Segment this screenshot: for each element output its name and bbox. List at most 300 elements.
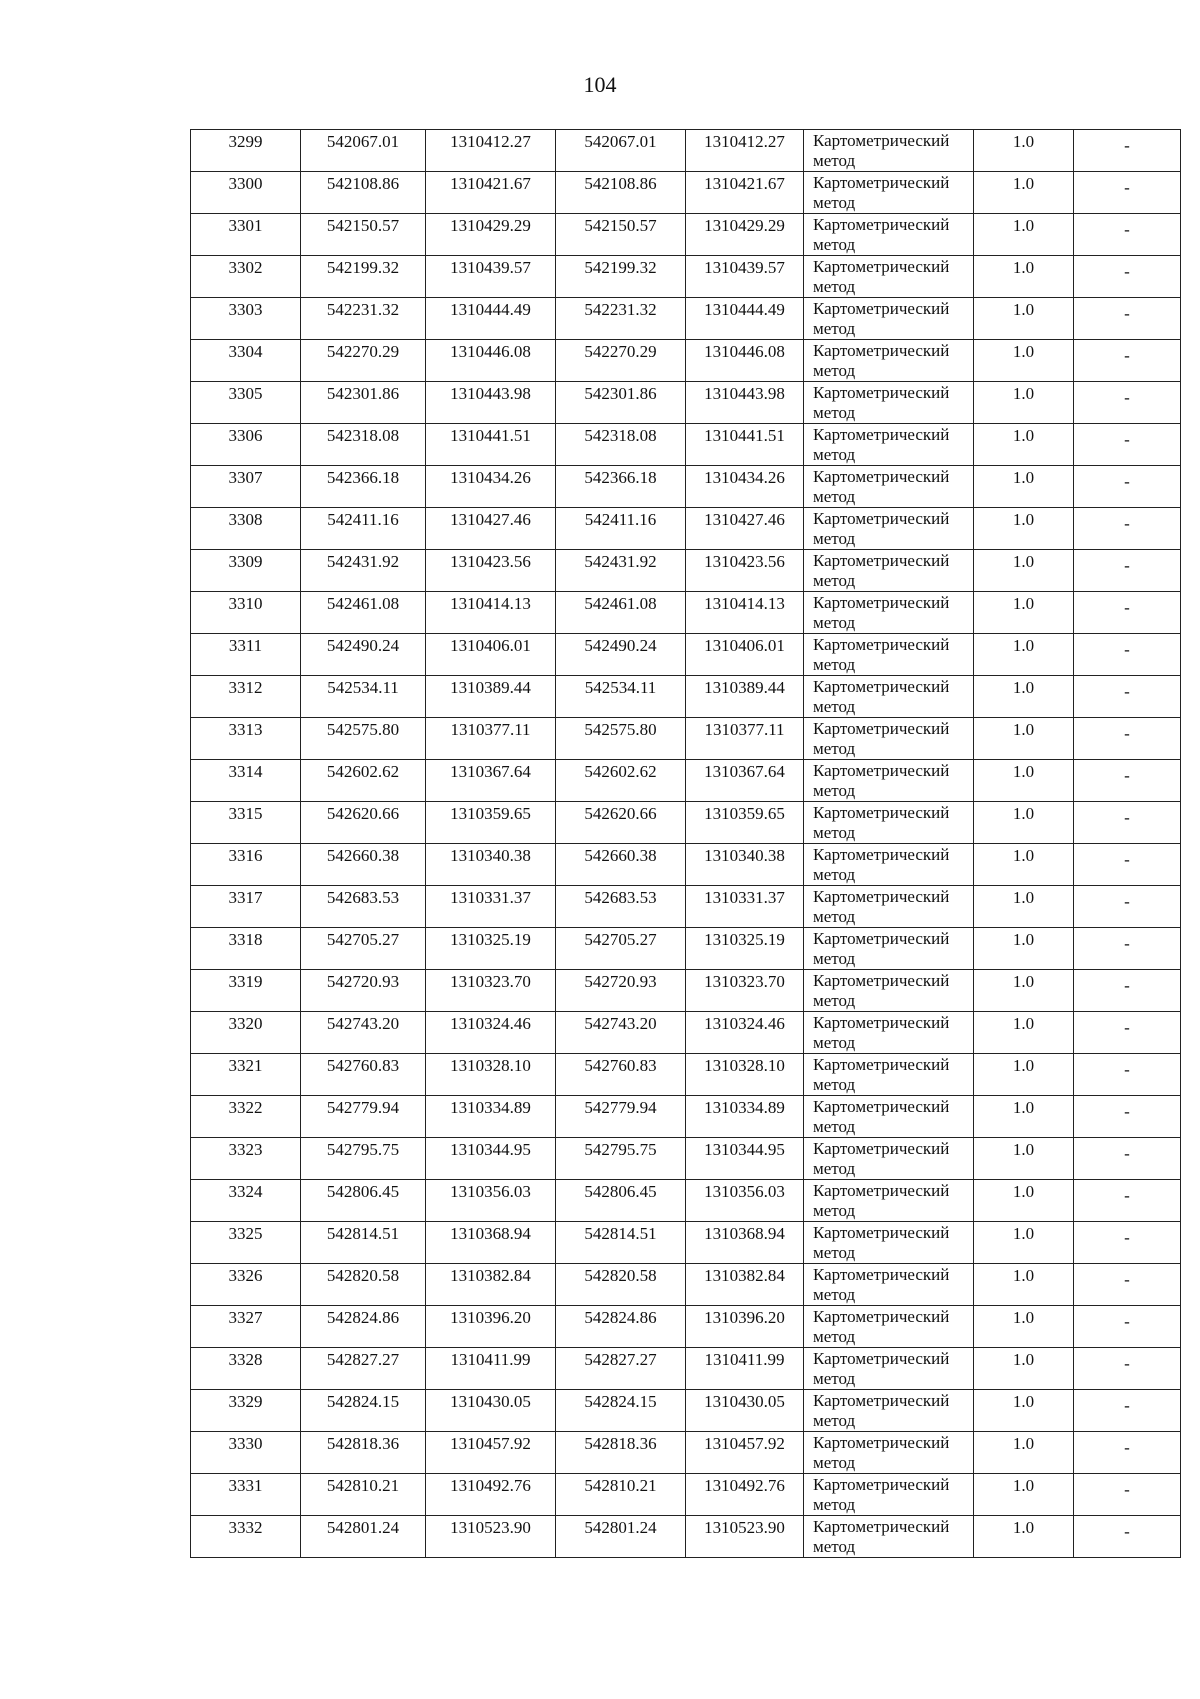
x-coordinate-2-cell bbox=[556, 970, 686, 1012]
y-coordinate-2-cell bbox=[686, 550, 804, 592]
note: - bbox=[1124, 1060, 1130, 1079]
y-coordinate-2: 1310323.70 bbox=[704, 972, 785, 991]
y-coordinate-cell bbox=[426, 928, 556, 970]
accuracy-cell bbox=[974, 1096, 1074, 1138]
accuracy-cell bbox=[974, 1516, 1074, 1558]
y-coordinate-2: 1310328.10 bbox=[704, 1056, 785, 1075]
table-row bbox=[191, 760, 1181, 802]
table-row bbox=[191, 1432, 1181, 1474]
x-coordinate-2-cell bbox=[556, 592, 686, 634]
y-coordinate-2-cell bbox=[686, 718, 804, 760]
y-coordinate-cell bbox=[426, 1180, 556, 1222]
point-number-cell bbox=[191, 1180, 301, 1222]
point-number-cell bbox=[191, 676, 301, 718]
note: - bbox=[1124, 178, 1130, 197]
note-cell bbox=[1074, 1096, 1181, 1138]
accuracy: 1.0 bbox=[1012, 1224, 1035, 1243]
accuracy: 1.0 bbox=[1012, 1518, 1035, 1537]
y-coordinate-cell bbox=[426, 508, 556, 550]
y-coordinate-2: 1310324.46 bbox=[704, 1014, 785, 1033]
y-coordinate-2-cell bbox=[686, 928, 804, 970]
note: - bbox=[1124, 220, 1130, 239]
y-coordinate-2: 1310430.05 bbox=[704, 1392, 785, 1411]
point-number: 3315 bbox=[228, 804, 263, 823]
table-row bbox=[191, 214, 1181, 256]
determination-method-cell bbox=[804, 1012, 974, 1054]
y-coordinate: 1310430.05 bbox=[450, 1392, 531, 1411]
x-coordinate-cell bbox=[301, 508, 426, 550]
point-number: 3319 bbox=[228, 972, 263, 991]
y-coordinate-2: 1310344.95 bbox=[704, 1140, 785, 1159]
determination-method-cell bbox=[804, 466, 974, 508]
determination-method: Картометрический метод bbox=[813, 341, 950, 380]
x-coordinate-cell bbox=[301, 1474, 426, 1516]
x-coordinate-2-cell bbox=[556, 1474, 686, 1516]
accuracy-cell bbox=[974, 592, 1074, 634]
point-number: 3317 bbox=[228, 888, 263, 907]
accuracy-cell bbox=[974, 1348, 1074, 1390]
accuracy-cell bbox=[974, 886, 1074, 928]
y-coordinate-cell bbox=[426, 970, 556, 1012]
table-row bbox=[191, 592, 1181, 634]
accuracy: 1.0 bbox=[1012, 1014, 1035, 1033]
y-coordinate: 1310334.89 bbox=[450, 1098, 531, 1117]
note: - bbox=[1124, 262, 1130, 281]
y-coordinate-cell bbox=[426, 1474, 556, 1516]
determination-method: Картометрический метод bbox=[813, 971, 950, 1010]
determination-method-cell bbox=[804, 424, 974, 466]
accuracy: 1.0 bbox=[1012, 1392, 1035, 1411]
y-coordinate-cell bbox=[426, 424, 556, 466]
x-coordinate-2-cell bbox=[556, 1012, 686, 1054]
accuracy: 1.0 bbox=[1012, 426, 1035, 445]
table-row bbox=[191, 970, 1181, 1012]
point-number-cell bbox=[191, 214, 301, 256]
y-coordinate-2: 1310389.44 bbox=[704, 678, 785, 697]
y-coordinate-2: 1310443.98 bbox=[704, 384, 785, 403]
x-coordinate: 542270.29 bbox=[326, 342, 400, 361]
accuracy-cell bbox=[974, 466, 1074, 508]
table-row bbox=[191, 1474, 1181, 1516]
note: - bbox=[1124, 808, 1130, 827]
determination-method-cell bbox=[804, 130, 974, 172]
table-row bbox=[191, 1180, 1181, 1222]
point-number: 3322 bbox=[228, 1098, 263, 1117]
x-coordinate: 542231.32 bbox=[326, 300, 400, 319]
x-coordinate-cell bbox=[301, 1432, 426, 1474]
point-number: 3320 bbox=[228, 1014, 263, 1033]
y-coordinate-cell bbox=[426, 1096, 556, 1138]
y-coordinate-2: 1310396.20 bbox=[704, 1308, 785, 1327]
determination-method-cell bbox=[804, 1432, 974, 1474]
x-coordinate-2: 542814.51 bbox=[584, 1224, 657, 1243]
note-cell bbox=[1074, 760, 1181, 802]
y-coordinate-2-cell bbox=[686, 1306, 804, 1348]
determination-method-cell bbox=[804, 928, 974, 970]
x-coordinate-2-cell bbox=[556, 844, 686, 886]
y-coordinate-2-cell bbox=[686, 886, 804, 928]
x-coordinate-cell bbox=[301, 718, 426, 760]
y-coordinate-2-cell bbox=[686, 1096, 804, 1138]
table-row bbox=[191, 1348, 1181, 1390]
y-coordinate: 1310457.92 bbox=[450, 1434, 531, 1453]
y-coordinate-2-cell bbox=[686, 424, 804, 466]
determination-method: Картометрический метод bbox=[813, 173, 950, 212]
note: - bbox=[1124, 1270, 1130, 1289]
point-number-cell bbox=[191, 256, 301, 298]
y-coordinate: 1310434.26 bbox=[450, 468, 531, 487]
note-cell bbox=[1074, 1054, 1181, 1096]
note-cell bbox=[1074, 634, 1181, 676]
x-coordinate-cell bbox=[301, 340, 426, 382]
note-cell bbox=[1074, 172, 1181, 214]
point-number: 3302 bbox=[228, 258, 263, 277]
x-coordinate-2: 542743.20 bbox=[584, 1014, 657, 1033]
y-coordinate-cell bbox=[426, 550, 556, 592]
table-row bbox=[191, 550, 1181, 592]
point-number: 3318 bbox=[228, 930, 263, 949]
y-coordinate: 1310356.03 bbox=[450, 1182, 531, 1201]
x-coordinate-cell bbox=[301, 1516, 426, 1558]
point-number-cell bbox=[191, 1432, 301, 1474]
accuracy-cell bbox=[974, 1012, 1074, 1054]
y-coordinate-cell bbox=[426, 298, 556, 340]
x-coordinate: 542760.83 bbox=[326, 1056, 400, 1075]
accuracy: 1.0 bbox=[1012, 1056, 1035, 1075]
x-coordinate-cell bbox=[301, 1012, 426, 1054]
note-cell bbox=[1074, 844, 1181, 886]
table-row bbox=[191, 802, 1181, 844]
determination-method-cell bbox=[804, 718, 974, 760]
determination-method-cell bbox=[804, 1054, 974, 1096]
note-cell bbox=[1074, 592, 1181, 634]
x-coordinate-2: 542620.66 bbox=[584, 804, 657, 823]
accuracy-cell bbox=[974, 1222, 1074, 1264]
y-coordinate-2: 1310412.27 bbox=[704, 132, 785, 151]
determination-method: Картометрический метод bbox=[813, 677, 950, 716]
note-cell bbox=[1074, 928, 1181, 970]
note: - bbox=[1124, 346, 1130, 365]
note: - bbox=[1124, 556, 1130, 575]
y-coordinate: 1310429.29 bbox=[450, 216, 531, 235]
accuracy: 1.0 bbox=[1012, 720, 1035, 739]
x-coordinate: 542801.24 bbox=[326, 1518, 400, 1537]
point-number-cell bbox=[191, 1348, 301, 1390]
x-coordinate-2-cell bbox=[556, 1306, 686, 1348]
determination-method: Картометрический метод bbox=[813, 1097, 950, 1136]
determination-method: Картометрический метод bbox=[813, 761, 950, 800]
table-row bbox=[191, 1222, 1181, 1264]
x-coordinate: 542818.36 bbox=[326, 1434, 400, 1453]
x-coordinate-2-cell bbox=[556, 424, 686, 466]
x-coordinate-cell bbox=[301, 1138, 426, 1180]
y-coordinate: 1310359.65 bbox=[450, 804, 531, 823]
y-coordinate-2-cell bbox=[686, 1390, 804, 1432]
y-coordinate: 1310444.49 bbox=[450, 300, 531, 319]
point-number: 3310 bbox=[228, 594, 263, 613]
y-coordinate-2: 1310427.46 bbox=[704, 510, 785, 529]
y-coordinate-2: 1310444.49 bbox=[704, 300, 785, 319]
x-coordinate-2-cell bbox=[556, 1180, 686, 1222]
table-row bbox=[191, 676, 1181, 718]
x-coordinate-cell bbox=[301, 172, 426, 214]
y-coordinate-2: 1310325.19 bbox=[704, 930, 785, 949]
y-coordinate-2-cell bbox=[686, 970, 804, 1012]
y-coordinate: 1310368.94 bbox=[450, 1224, 531, 1243]
accuracy-cell bbox=[974, 130, 1074, 172]
note-cell bbox=[1074, 1516, 1181, 1558]
accuracy-cell bbox=[974, 1264, 1074, 1306]
accuracy-cell bbox=[974, 1390, 1074, 1432]
y-coordinate-2-cell bbox=[686, 172, 804, 214]
determination-method: Картометрический метод bbox=[813, 509, 950, 548]
x-coordinate: 542743.20 bbox=[326, 1014, 400, 1033]
accuracy: 1.0 bbox=[1012, 510, 1035, 529]
point-number: 3324 bbox=[228, 1182, 263, 1201]
y-coordinate-cell bbox=[426, 466, 556, 508]
x-coordinate-cell bbox=[301, 1054, 426, 1096]
determination-method: Картометрический метод bbox=[813, 1433, 950, 1472]
determination-method: Картометрический метод bbox=[813, 1517, 950, 1556]
determination-method-cell bbox=[804, 214, 974, 256]
y-coordinate-2: 1310411.99 bbox=[704, 1350, 785, 1369]
x-coordinate: 542067.01 bbox=[326, 132, 400, 151]
y-coordinate: 1310377.11 bbox=[450, 720, 531, 739]
y-coordinate-2-cell bbox=[686, 382, 804, 424]
point-number: 3300 bbox=[228, 174, 263, 193]
x-coordinate-cell bbox=[301, 298, 426, 340]
point-number: 3327 bbox=[228, 1308, 263, 1327]
determination-method: Картометрический метод bbox=[813, 467, 950, 506]
y-coordinate: 1310439.57 bbox=[450, 258, 531, 277]
table-row bbox=[191, 1138, 1181, 1180]
x-coordinate-2: 542411.16 bbox=[584, 510, 657, 529]
y-coordinate-2: 1310340.38 bbox=[704, 846, 785, 865]
note-cell bbox=[1074, 1306, 1181, 1348]
x-coordinate: 542431.92 bbox=[326, 552, 400, 571]
determination-method: Картометрический метод bbox=[813, 383, 950, 422]
note-cell bbox=[1074, 1390, 1181, 1432]
determination-method: Картометрический метод bbox=[813, 299, 950, 338]
table-row bbox=[191, 466, 1181, 508]
note: - bbox=[1124, 472, 1130, 491]
y-coordinate: 1310411.99 bbox=[450, 1350, 531, 1369]
y-coordinate-2: 1310356.03 bbox=[704, 1182, 785, 1201]
table-row bbox=[191, 1264, 1181, 1306]
note-cell bbox=[1074, 340, 1181, 382]
accuracy-cell bbox=[974, 718, 1074, 760]
table-row bbox=[191, 1390, 1181, 1432]
point-number-cell bbox=[191, 382, 301, 424]
determination-method-cell bbox=[804, 1096, 974, 1138]
x-coordinate-cell bbox=[301, 214, 426, 256]
y-coordinate: 1310423.56 bbox=[450, 552, 531, 571]
point-number: 3316 bbox=[228, 846, 263, 865]
point-number-cell bbox=[191, 1012, 301, 1054]
y-coordinate: 1310328.10 bbox=[450, 1056, 531, 1075]
x-coordinate: 542795.75 bbox=[326, 1140, 400, 1159]
accuracy: 1.0 bbox=[1012, 468, 1035, 487]
note: - bbox=[1124, 640, 1130, 659]
y-coordinate-2: 1310377.11 bbox=[704, 720, 785, 739]
y-coordinate-cell bbox=[426, 340, 556, 382]
y-coordinate-cell bbox=[426, 1222, 556, 1264]
point-number: 3301 bbox=[228, 216, 263, 235]
y-coordinate-2-cell bbox=[686, 298, 804, 340]
accuracy-cell bbox=[974, 760, 1074, 802]
x-coordinate: 542490.24 bbox=[326, 636, 400, 655]
accuracy: 1.0 bbox=[1012, 1182, 1035, 1201]
note: - bbox=[1124, 976, 1130, 995]
x-coordinate-cell bbox=[301, 1180, 426, 1222]
x-coordinate-2: 542795.75 bbox=[584, 1140, 657, 1159]
point-number-cell bbox=[191, 718, 301, 760]
table-row bbox=[191, 1516, 1181, 1558]
note-cell bbox=[1074, 1264, 1181, 1306]
point-number-cell bbox=[191, 298, 301, 340]
y-coordinate-2: 1310439.57 bbox=[704, 258, 785, 277]
note: - bbox=[1124, 1396, 1130, 1415]
page-number: 104 bbox=[583, 72, 617, 97]
point-number: 3321 bbox=[228, 1056, 263, 1075]
determination-method: Картометрический метод bbox=[813, 635, 950, 674]
point-number-cell bbox=[191, 1516, 301, 1558]
x-coordinate-2-cell bbox=[556, 172, 686, 214]
x-coordinate-2: 542575.80 bbox=[584, 720, 657, 739]
note-cell bbox=[1074, 970, 1181, 1012]
x-coordinate-cell bbox=[301, 256, 426, 298]
note: - bbox=[1124, 1480, 1130, 1499]
y-coordinate-2-cell bbox=[686, 1516, 804, 1558]
point-number: 3328 bbox=[228, 1350, 263, 1369]
determination-method: Картометрический метод bbox=[813, 551, 950, 590]
y-coordinate-2-cell bbox=[686, 760, 804, 802]
point-number-cell bbox=[191, 466, 301, 508]
x-coordinate-2: 542720.93 bbox=[584, 972, 657, 991]
point-number: 3303 bbox=[228, 300, 263, 319]
determination-method-cell bbox=[804, 634, 974, 676]
point-number-cell bbox=[191, 970, 301, 1012]
table-row bbox=[191, 1096, 1181, 1138]
accuracy-cell bbox=[974, 928, 1074, 970]
note-cell bbox=[1074, 1432, 1181, 1474]
y-coordinate-cell bbox=[426, 1054, 556, 1096]
x-coordinate-cell bbox=[301, 760, 426, 802]
y-coordinate: 1310443.98 bbox=[450, 384, 531, 403]
x-coordinate-2: 542824.15 bbox=[584, 1392, 657, 1411]
accuracy-cell bbox=[974, 802, 1074, 844]
accuracy: 1.0 bbox=[1012, 342, 1035, 361]
note: - bbox=[1124, 682, 1130, 701]
y-coordinate: 1310523.90 bbox=[450, 1518, 531, 1537]
determination-method-cell bbox=[804, 886, 974, 928]
y-coordinate-2-cell bbox=[686, 1180, 804, 1222]
y-coordinate-cell bbox=[426, 676, 556, 718]
determination-method: Картометрический метод bbox=[813, 593, 950, 632]
point-number-cell bbox=[191, 1096, 301, 1138]
x-coordinate-cell bbox=[301, 424, 426, 466]
x-coordinate: 542575.80 bbox=[326, 720, 400, 739]
accuracy: 1.0 bbox=[1012, 132, 1035, 151]
x-coordinate-2: 542705.27 bbox=[584, 930, 657, 949]
y-coordinate-cell bbox=[426, 382, 556, 424]
x-coordinate: 542461.08 bbox=[326, 594, 400, 613]
y-coordinate-cell bbox=[426, 256, 556, 298]
accuracy-cell bbox=[974, 676, 1074, 718]
point-number: 3308 bbox=[228, 510, 263, 529]
x-coordinate: 542824.15 bbox=[326, 1392, 400, 1411]
accuracy: 1.0 bbox=[1012, 174, 1035, 193]
accuracy: 1.0 bbox=[1012, 972, 1035, 991]
x-coordinate: 542683.53 bbox=[326, 888, 400, 907]
point-number: 3307 bbox=[228, 468, 263, 487]
note-cell bbox=[1074, 1180, 1181, 1222]
y-coordinate-2-cell bbox=[686, 676, 804, 718]
x-coordinate: 542705.27 bbox=[326, 930, 400, 949]
x-coordinate-2: 542231.32 bbox=[584, 300, 657, 319]
x-coordinate-2-cell bbox=[556, 802, 686, 844]
note-cell bbox=[1074, 298, 1181, 340]
determination-method: Картометрический метод bbox=[813, 1265, 950, 1304]
y-coordinate: 1310323.70 bbox=[450, 972, 531, 991]
x-coordinate-cell bbox=[301, 382, 426, 424]
point-number-cell bbox=[191, 886, 301, 928]
accuracy-cell bbox=[974, 1306, 1074, 1348]
point-number-cell bbox=[191, 802, 301, 844]
point-number-cell bbox=[191, 1306, 301, 1348]
accuracy: 1.0 bbox=[1012, 216, 1035, 235]
y-coordinate: 1310324.46 bbox=[450, 1014, 531, 1033]
accuracy-cell bbox=[974, 256, 1074, 298]
x-coordinate-2-cell bbox=[556, 676, 686, 718]
point-number: 3311 bbox=[228, 636, 263, 655]
point-number-cell bbox=[191, 508, 301, 550]
x-coordinate: 542810.21 bbox=[326, 1476, 400, 1495]
x-coordinate-2-cell bbox=[556, 214, 686, 256]
point-number: 3326 bbox=[228, 1266, 263, 1285]
point-number-cell bbox=[191, 634, 301, 676]
y-coordinate-2: 1310441.51 bbox=[704, 426, 785, 445]
determination-method: Картометрический метод bbox=[813, 1139, 950, 1178]
note-cell bbox=[1074, 508, 1181, 550]
determination-method-cell bbox=[804, 172, 974, 214]
y-coordinate-2-cell bbox=[686, 592, 804, 634]
note: - bbox=[1124, 892, 1130, 911]
y-coordinate-2-cell bbox=[686, 214, 804, 256]
x-coordinate-2-cell bbox=[556, 130, 686, 172]
table-row bbox=[191, 1012, 1181, 1054]
y-coordinate-2: 1310434.26 bbox=[704, 468, 785, 487]
x-coordinate: 542660.38 bbox=[326, 846, 400, 865]
y-coordinate-cell bbox=[426, 718, 556, 760]
accuracy-cell bbox=[974, 970, 1074, 1012]
y-coordinate-2: 1310457.92 bbox=[704, 1434, 785, 1453]
point-number: 3309 bbox=[228, 552, 263, 571]
y-coordinate: 1310412.27 bbox=[450, 132, 531, 151]
y-coordinate-2: 1310446.08 bbox=[704, 342, 785, 361]
point-number-cell bbox=[191, 928, 301, 970]
x-coordinate-2-cell bbox=[556, 382, 686, 424]
table-body bbox=[191, 130, 1181, 1558]
accuracy: 1.0 bbox=[1012, 384, 1035, 403]
x-coordinate-2-cell bbox=[556, 256, 686, 298]
x-coordinate-2: 542150.57 bbox=[584, 216, 657, 235]
x-coordinate-2-cell bbox=[556, 718, 686, 760]
determination-method: Картометрический метод bbox=[813, 887, 950, 926]
x-coordinate: 542620.66 bbox=[326, 804, 400, 823]
x-coordinate: 542827.27 bbox=[326, 1350, 400, 1369]
y-coordinate: 1310396.20 bbox=[450, 1308, 531, 1327]
